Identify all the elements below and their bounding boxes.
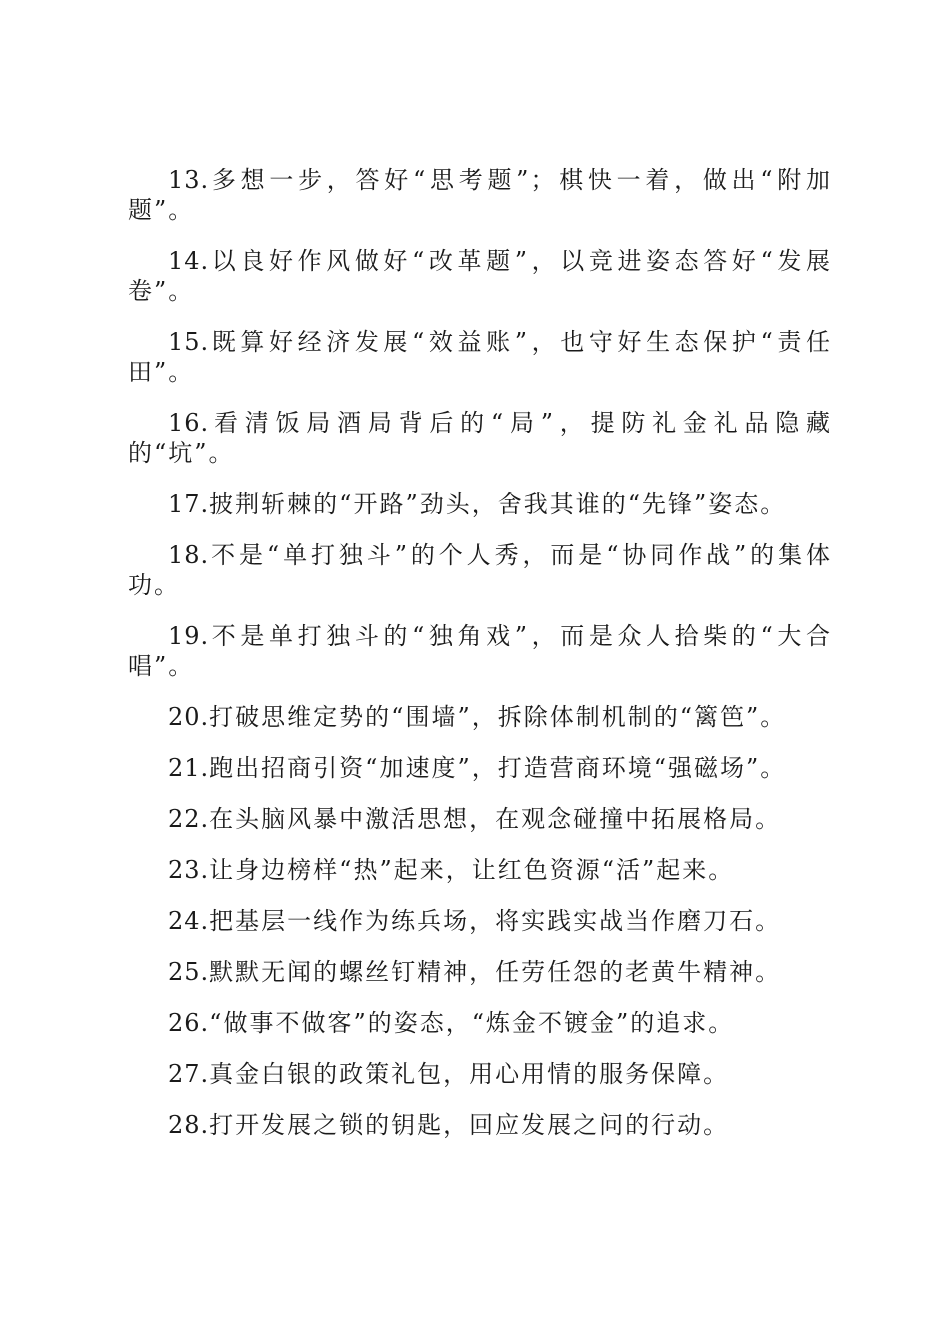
list-item bbox=[128, 1110, 832, 1140]
list-item bbox=[128, 246, 832, 306]
item-text: 在头脑风暴中激活思想，在观念碰撞中拓展格局。 bbox=[209, 805, 782, 833]
list-item bbox=[128, 408, 832, 468]
list-item bbox=[128, 1008, 832, 1038]
item-text: 看清饭局酒局背后的“局”，提防礼金礼品隐藏的“坑”。 bbox=[128, 409, 832, 467]
list-item bbox=[128, 621, 832, 681]
item-number: 16. bbox=[168, 409, 210, 437]
item-number: 25. bbox=[168, 958, 210, 986]
item-text: 打破思维定势的“围墙”，拆除体制机制的“篱笆”。 bbox=[209, 703, 787, 731]
item-number: 19. bbox=[168, 622, 210, 650]
item-text: 不是“单打独斗”的个人秀，而是“协同作战”的集体功。 bbox=[128, 541, 832, 599]
item-number: 27. bbox=[168, 1060, 210, 1088]
list-item bbox=[128, 855, 832, 885]
item-text: 多想一步，答好“思考题”；棋快一着，做出“附加题”。 bbox=[128, 166, 832, 224]
item-number: 13. bbox=[168, 166, 210, 194]
item-number: 21. bbox=[168, 754, 210, 782]
item-number: 14. bbox=[168, 247, 210, 275]
item-text: 以良好作风做好“改革题”，以竞进姿态答好“发展卷”。 bbox=[128, 247, 832, 305]
list-item bbox=[128, 1059, 832, 1089]
item-number: 20. bbox=[168, 703, 210, 731]
item-text: 不是单打独斗的“独角戏”，而是众人拾柴的“大合唱”。 bbox=[128, 622, 832, 680]
item-number: 26. bbox=[168, 1009, 210, 1037]
item-number: 18. bbox=[168, 541, 210, 569]
phrase-list bbox=[128, 165, 832, 1161]
item-text: 把基层一线作为练兵场，将实践实战当作磨刀石。 bbox=[209, 907, 782, 935]
item-text: 打开发展之锁的钥匙，回应发展之问的行动。 bbox=[209, 1111, 730, 1139]
list-item bbox=[128, 489, 832, 519]
list-item bbox=[128, 702, 832, 732]
list-item bbox=[128, 327, 832, 387]
item-text: “做事不做客”的姿态，“炼金不镀金”的追求。 bbox=[209, 1009, 735, 1037]
list-item bbox=[128, 753, 832, 783]
list-item bbox=[128, 906, 832, 936]
item-number: 24. bbox=[168, 907, 210, 935]
item-number: 15. bbox=[168, 328, 210, 356]
item-text: 披荆斩棘的“开路”劲头，舍我其谁的“先锋”姿态。 bbox=[209, 490, 787, 518]
item-text: 默默无闻的螺丝钉精神，任劳任怨的老黄牛精神。 bbox=[209, 958, 782, 986]
item-number: 28. bbox=[168, 1111, 210, 1139]
list-item bbox=[128, 540, 832, 600]
item-number: 23. bbox=[168, 856, 210, 884]
list-item bbox=[128, 957, 832, 987]
item-number: 22. bbox=[168, 805, 210, 833]
item-number: 17. bbox=[168, 490, 210, 518]
list-item bbox=[128, 804, 832, 834]
item-text: 真金白银的政策礼包，用心用情的服务保障。 bbox=[209, 1060, 730, 1088]
item-text: 既算好经济发展“效益账”，也守好生态保护“责任田”。 bbox=[128, 328, 832, 386]
list-item bbox=[128, 165, 832, 225]
item-text: 跑出招商引资“加速度”，打造营商环境“强磁场”。 bbox=[209, 754, 787, 782]
item-text: 让身边榜样“热”起来，让红色资源“活”起来。 bbox=[209, 856, 735, 884]
